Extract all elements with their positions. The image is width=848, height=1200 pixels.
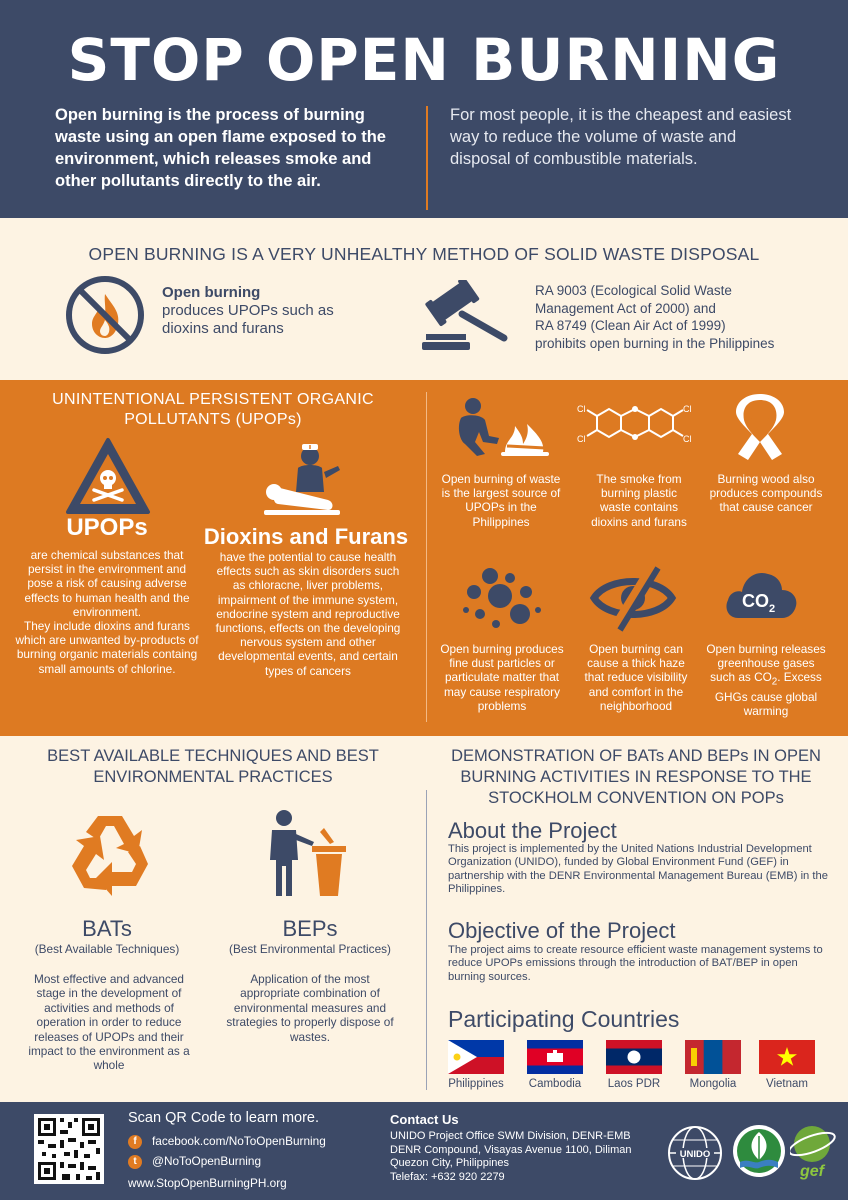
vietnam-flag-icon	[759, 1040, 815, 1074]
upops-divider	[426, 392, 427, 722]
country-cambodia: Cambodia	[528, 1078, 582, 1090]
objective-text: The project aims to create resource efficient waste management systems to reduce UPOPs emissions through the introduction of BAT/BEP in open burning sources.	[448, 944, 823, 983]
mongolia-flag-icon	[685, 1040, 741, 1074]
objective-title: Objective of the Project	[448, 918, 676, 943]
toxic-hazard-icon	[64, 436, 152, 518]
about-project-title: About the Project	[448, 818, 617, 843]
doctor-patient-icon	[258, 442, 346, 520]
beps-description: Application of the most appropriate combination of environmental measures and strategies to properly dispose of wastes.	[226, 972, 394, 1044]
visibility-off-icon	[588, 562, 678, 632]
chlorine-label: Cl	[577, 404, 586, 414]
bottom-divider	[426, 790, 427, 1090]
open-burning-label: Open burning	[162, 284, 261, 301]
intro-divider	[426, 106, 428, 210]
bat-bep-heading: BEST AVAILABLE TECHNIQUES AND BEST ENVIRONMENTAL PRACTICES	[47, 747, 379, 786]
country-vietnam: Vietnam	[766, 1078, 808, 1090]
upops-includes: They include dioxins and furans which are unwanted by-products of burning organic materials containg small amounts of chlorine.	[15, 619, 199, 676]
gavel-icon	[420, 280, 510, 352]
dioxins-description: have the potential to cause health effects such as skin disorders such as chloracne, liver problems, impairment of the immune system, endocrine system and reproductive functions, effects on the developing nervous system and other developmental events, and certain types of cancers	[215, 550, 401, 678]
contact-office: UNIDO Project Office SWM Division, DENR-EMB	[390, 1130, 631, 1142]
bats-description: Most effective and advanced stage in the development of activities and methods of operation in order to reduce releases of UPOPs and their impact to the environment as a whole	[28, 972, 190, 1073]
fact-ghg-text-a: Open burning releases greenhouse gases such as CO	[706, 642, 826, 685]
upops-description	[14, 548, 200, 676]
fact-greenhouse-gases	[704, 642, 828, 718]
upops-title: UPOPs	[66, 514, 148, 541]
open-burning-text: produces UPOPs such as dioxins and furans	[162, 302, 334, 337]
contact-title: Contact Us	[390, 1112, 459, 1127]
qr-code[interactable]	[34, 1114, 104, 1184]
cancer-ribbon-icon	[724, 394, 796, 466]
country-mongolia: Mongolia	[689, 1078, 737, 1090]
facebook-icon: f	[128, 1135, 142, 1149]
upops-heading: UNINTENTIONAL PERSISTENT ORGANIC POLLUTANTS (UPOPs)	[52, 391, 374, 428]
dioxin-molecule-icon	[575, 398, 695, 458]
co2-label: CO	[742, 591, 769, 611]
open-burning-note	[162, 284, 382, 338]
intro-reason: For most people, it is the cheapest and easiest way to reduce the volume of waste and disposal of combustible materials.	[450, 106, 792, 168]
unido-logo-text: UNIDO	[679, 1149, 711, 1160]
philippines-flag-icon	[448, 1040, 504, 1074]
scan-qr-text: Scan QR Code to learn more.	[128, 1110, 320, 1126]
denr-logo	[730, 1122, 788, 1180]
chlorine-label: Cl	[683, 434, 692, 444]
gef-logo	[790, 1118, 838, 1186]
contact-address: DENR Compound, Visayas Avenue 1100, Diliman	[390, 1143, 632, 1156]
upops-definition: are chemical substances that persist in the environment and pose a risk of causing adverse effects to human health and the environment.	[24, 548, 190, 619]
co2-cloud-icon	[722, 560, 800, 632]
co2-subscript: 2	[769, 603, 776, 615]
laos-flag-icon	[606, 1040, 662, 1074]
law-prohibition: prohibits open burning in the Philippines	[535, 335, 775, 351]
beps-subtitle: (Best Environmental Practices)	[229, 942, 391, 956]
country-philippines: Philippines	[448, 1078, 504, 1090]
person-trash-bin-icon	[258, 808, 358, 898]
facebook-link[interactable]: facebook.com/NoToOpenBurning	[152, 1134, 326, 1148]
dust-particles-icon	[460, 566, 544, 632]
country-laos: Laos PDR	[607, 1078, 661, 1090]
law-ra9003: RA 9003 (Ecological Solid Waste Management Act of 2000) and	[535, 283, 732, 316]
law-note	[535, 282, 805, 352]
fact-plastic-smoke: The smoke from burning plastic waste contains dioxins and furans	[591, 472, 687, 529]
about-project-text: This project is implemented by the United Nations Industrial Development Organization (UNIDO), funded by Global Environment Fund (GEF) in partnership with the DENR Environmental Management Bureau (EMB) in the Philippines.	[448, 843, 828, 896]
twitter-icon: t	[128, 1155, 142, 1169]
twitter-link[interactable]: @NoToOpenBurning	[152, 1154, 262, 1168]
fact-wood-cancer: Burning wood also produces compounds that cause cancer	[709, 472, 823, 515]
person-burning-waste-icon	[445, 396, 555, 458]
beps-title: BEPs	[282, 916, 338, 941]
cambodia-flag-icon	[527, 1040, 583, 1074]
bats-title: BATs	[82, 916, 132, 941]
chlorine-label: Cl	[577, 434, 586, 444]
contact-details	[390, 1130, 660, 1184]
recycle-icon	[64, 808, 156, 896]
website-link[interactable]: www.StopOpenBurningPH.org	[128, 1176, 287, 1190]
fact-largest-source: Open burning of waste is the largest source of UPOPs in the Philippines	[441, 472, 561, 529]
contact-city: Quezon City, Philippines	[390, 1157, 510, 1169]
fact-ghg-text-b: . Excess GHGs cause global warming	[714, 670, 822, 719]
law-ra8749: RA 8749 (Clean Air Act of 1999)	[535, 318, 726, 333]
contact-telefax: Telefax: +632 920 2279	[390, 1170, 505, 1183]
participating-countries-title: Participating Countries	[448, 1006, 680, 1032]
fact-dust-particles: Open burning produces fine dust particles or particulate matter that may cause respiratory problems	[440, 642, 564, 713]
chlorine-label: Cl	[683, 404, 692, 414]
no-burning-icon	[64, 274, 146, 356]
gef-logo-text: gef	[800, 1163, 824, 1180]
unido-logo	[664, 1122, 726, 1184]
intro-definition: Open burning is the process of burning waste using an open flame exposed to the environment, which releases smoke and other pollutants directly to the air.	[55, 106, 386, 190]
dioxins-title: Dioxins and Furans	[203, 524, 409, 549]
fact-ghg-subscript: 2	[771, 676, 778, 688]
unhealthy-heading: OPEN BURNING IS A VERY UNHEALTHY METHOD OF SOLID WASTE DISPOSAL	[88, 244, 760, 264]
fact-haze: Open burning can cause a thick haze that reduce visibility and comfort in the neighborhood	[584, 642, 688, 713]
demonstration-heading: DEMONSTRATION OF BATs AND BEPs IN OPEN BURNING ACTIVITIES IN RESPONSE TO THE STOCKHOLM CONVENTION ON POPs	[451, 747, 821, 807]
page-title: STOP OPEN BURNING	[67, 26, 781, 94]
bats-subtitle: (Best Available Techniques)	[34, 942, 180, 956]
